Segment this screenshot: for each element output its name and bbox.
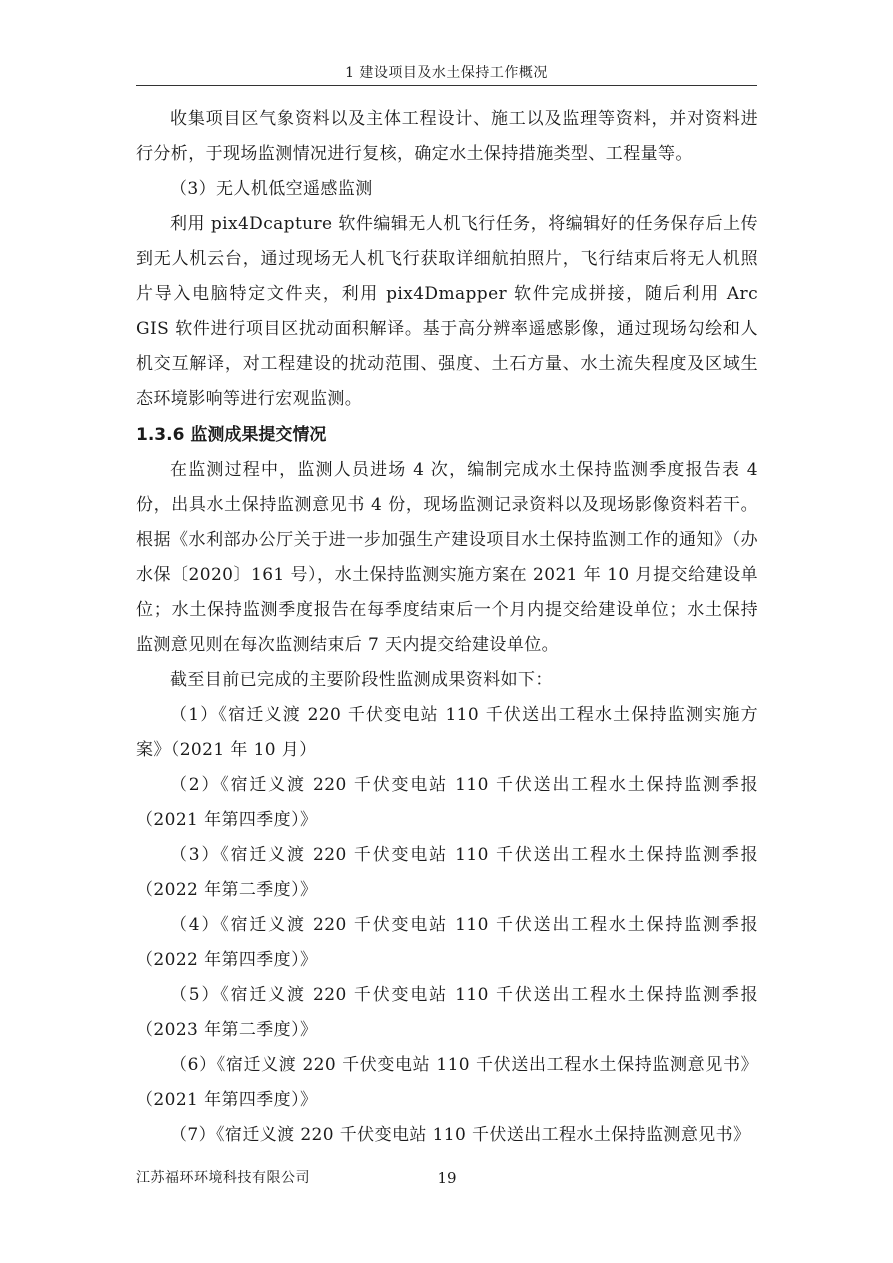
- list-item: （5）《宿迁义渡 220 千伏变电站 110 千伏送出工程水土保持监测季报（2023 年第二季度）》: [136, 985, 758, 1040]
- list-item: （2）《宿迁义渡 220 千伏变电站 110 千伏送出工程水土保持监测季报（2021 年第四季度）》: [136, 775, 758, 830]
- list-item: （7）《宿迁义渡 220 千伏变电站 110 千伏送出工程水土保持监测意见书》: [170, 1125, 751, 1145]
- paragraph-data-collection: 收集项目区气象资料以及主体工程设计、施工以及监理等资料，并对资料进行分析，于现场监测情况进行复核，确定水土保持措施类型、工程量等。: [136, 109, 758, 164]
- page-number: 19: [437, 1169, 457, 1187]
- list-item: （6）《宿迁义渡 220 千伏变电站 110 千伏送出工程水土保持监测意见书》（2021 年第四季度）》: [136, 1055, 758, 1110]
- list-item: （4）《宿迁义渡 220 千伏变电站 110 千伏送出工程水土保持监测季报（2022 年第四季度）》: [136, 915, 758, 970]
- deliverables-list: [136, 698, 758, 1153]
- header-rule: [136, 85, 757, 86]
- subheading-uav-monitoring: （3）无人机低空遥感监测: [170, 179, 373, 199]
- paragraph-uav-method: 利用 pix4Dcapture 软件编辑无人机飞行任务，将编辑好的任务保存后上传到无人机云台，通过现场无人机飞行获取详细航拍照片，飞行结束后将无人机照片导入电脑特定文件夹，利用 pix4Dmapper 软件完成拼接，随后利用 Arc GIS 软件进行项目区扰动面积解译。基于高分辨率遥感影像，通过现场勾绘和人机交互解译，对工程建设的扰动范围、强度、土石方量、水土流失程度及区域生态环境影响等进行宏观监测。: [136, 214, 758, 409]
- paragraph-submission: 在监测过程中，监测人员进场 4 次，编制完成水土保持监测季度报告表 4 份，出具水土保持监测意见书 4 份，现场监测记录资料以及现场影像资料若干。根据《水利部办公厅关于进一步加强生产建设项目水土保持监测工作的通知》（办水保〔2020〕161 号），水土保持监测实施方案在 2021 年 10 月提交给建设单位；水土保持监测季度报告在每季度结束后一个月内提交给建设单位；水土保持监测意见则在每次监测结束后 7 天内提交给建设单位。: [136, 460, 758, 655]
- running-header: 1 建设项目及水土保持工作概况: [345, 65, 548, 81]
- section-title: 1.3.6 监测成果提交情况: [136, 425, 327, 445]
- list-item: （3）《宿迁义渡 220 千伏变电站 110 千伏送出工程水土保持监测季报（2022 年第二季度）》: [136, 845, 758, 900]
- page-body: [136, 102, 758, 1153]
- footer-company: 江苏福环环境科技有限公司: [136, 1170, 310, 1186]
- list-item: （1）《宿迁义渡 220 千伏变电站 110 千伏送出工程水土保持监测实施方案》（2021 年 10 月）: [136, 705, 758, 760]
- paragraph-list-intro: 截至目前已完成的主要阶段性监测成果资料如下：: [170, 670, 553, 690]
